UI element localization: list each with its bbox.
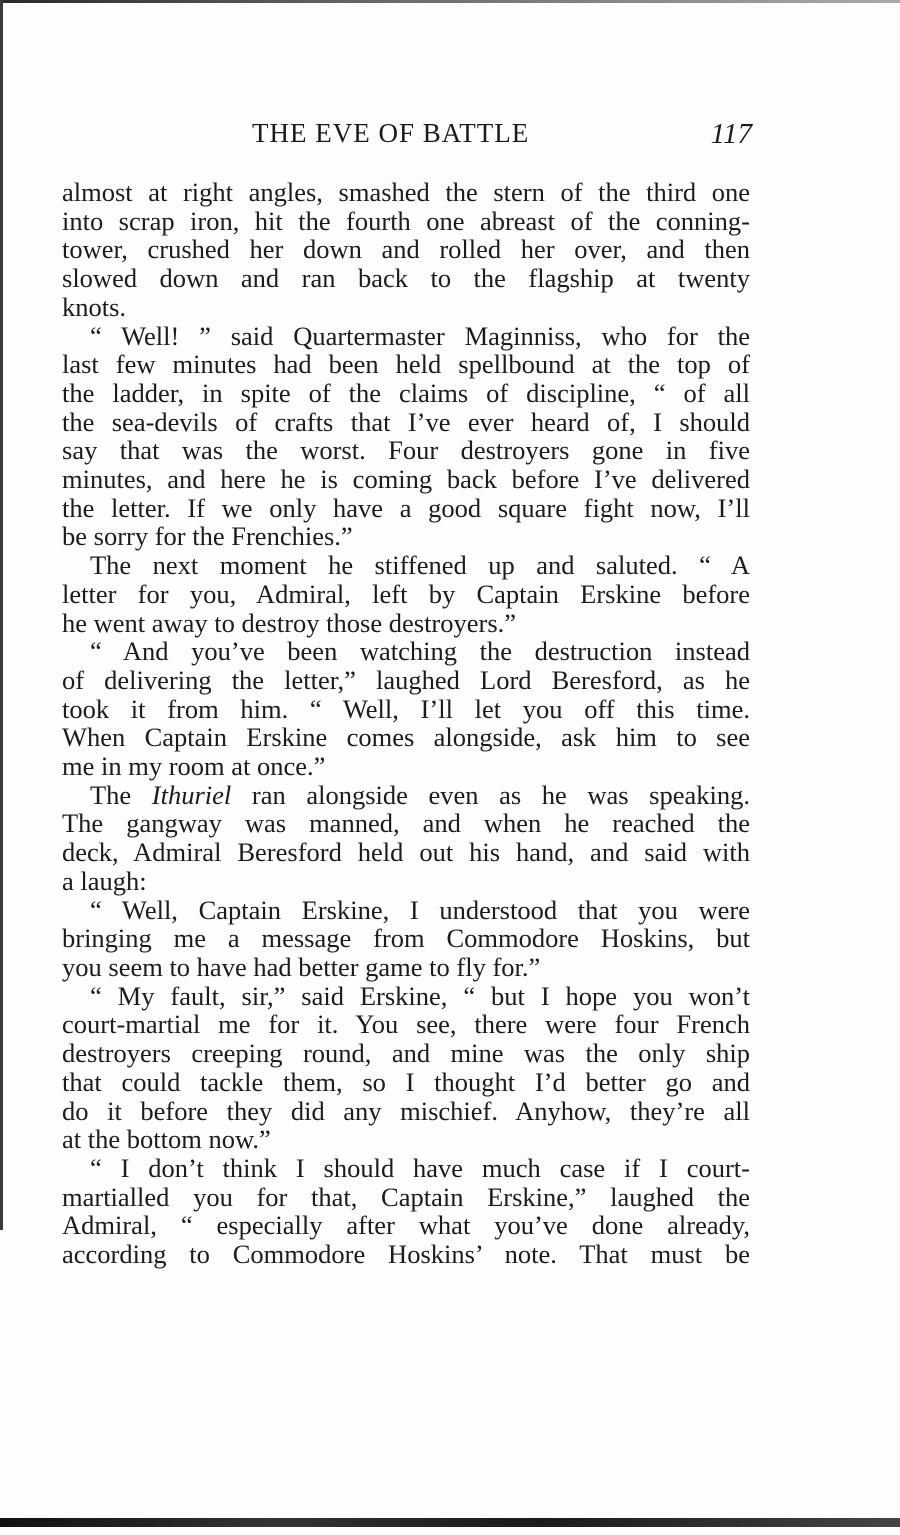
text-line: “ And you’ve been watching the destruction instead xyxy=(90,636,750,667)
text-line: The next moment he stiffened up and saluted. “ A xyxy=(90,550,750,581)
page-header xyxy=(62,118,752,158)
text-line-rest: ran alongside even as he was speaking. xyxy=(231,779,750,810)
text-line: he went away to destroy those destroyers.” xyxy=(62,607,517,638)
text-line: court-martial me for it. You see, there were four French xyxy=(62,1009,750,1040)
text-line: letter for you, Admiral, left by Captain Erskine before xyxy=(62,578,750,609)
text-line: knots. xyxy=(62,291,127,322)
text-line: Admiral, “ especially after what you’ve done already, xyxy=(62,1210,750,1241)
text-line: martialled you for that, Captain Erskine,” laughed the xyxy=(62,1181,750,1212)
text-line: be sorry for the Frenchies.” xyxy=(62,521,353,552)
text-line: that could tackle them, so I thought I’d better go and xyxy=(62,1066,750,1097)
text-line-prefix: The xyxy=(90,779,152,810)
text-line: according to Commodore Hoskins’ note. That must be xyxy=(62,1239,750,1270)
text-line: When Captain Erskine comes alongside, ask him to see xyxy=(62,722,750,753)
text-line: the letter. If we only have a good square fight now, I’ll xyxy=(62,492,750,523)
text-line: destroyers creeping round, and mine was the only ship xyxy=(62,1038,750,1069)
scan-edge-bottom xyxy=(0,1518,900,1527)
text-line xyxy=(62,781,750,810)
text-line: slowed down and ran back to the flagship at twenty xyxy=(62,263,750,294)
text-line: “ I don’t think I should have much case if I court- xyxy=(90,1152,750,1183)
scan-edge-left xyxy=(0,0,3,1230)
text-line: “ Well! ” said Quartermaster Maginniss, who for the xyxy=(90,320,750,351)
body-text xyxy=(62,178,750,1269)
text-line: the ladder, in spite of the claims of discipline, “ of all xyxy=(62,377,750,408)
text-line: last few minutes had been held spellbound at the top of xyxy=(62,349,750,380)
text-line: do it before they did any mischief. Anyhow, they’re all xyxy=(62,1095,750,1126)
running-head: THE EVE OF BATTLE xyxy=(252,118,530,148)
text-line: minutes, and here he is coming back before I’ve delivered xyxy=(62,464,750,495)
text-line: “ Well, Captain Erskine, I understood that you were xyxy=(90,894,750,925)
text-line: almost at right angles, smashed the stern of the third one xyxy=(62,177,750,207)
text-line: “ My fault, sir,” said Erskine, “ but I hope you won’t xyxy=(90,980,750,1011)
text-line: a laugh: xyxy=(62,865,147,896)
page-number: 117 xyxy=(710,118,752,150)
scan-edge-top xyxy=(0,0,900,3)
text-line: at the bottom now.” xyxy=(62,1124,271,1155)
ship-name-italic: Ithuriel xyxy=(151,779,232,810)
text-line: you seem to have had better game to fly for.” xyxy=(62,951,541,982)
text-line: bringing me a message from Commodore Hoskins, but xyxy=(62,923,750,954)
text-line: me in my room at once.” xyxy=(62,751,326,782)
text-line: The gangway was manned, and when he reached the xyxy=(62,808,750,839)
text-line: say that was the worst. Four destroyers gone in five xyxy=(62,435,750,466)
text-line: deck, Admiral Beresford held out his hand, and said with xyxy=(62,837,750,868)
text-line: into scrap iron, hit the fourth one abreast of the conning- xyxy=(62,205,750,236)
text-line: tower, crushed her down and rolled her over, and then xyxy=(62,234,750,265)
text-line: the sea-devils of crafts that I’ve ever heard of, I should xyxy=(62,406,750,437)
text-line: of delivering the letter,” laughed Lord Beresford, as he xyxy=(62,664,750,695)
text-line: took it from him. “ Well, I’ll let you off this time. xyxy=(62,693,750,724)
